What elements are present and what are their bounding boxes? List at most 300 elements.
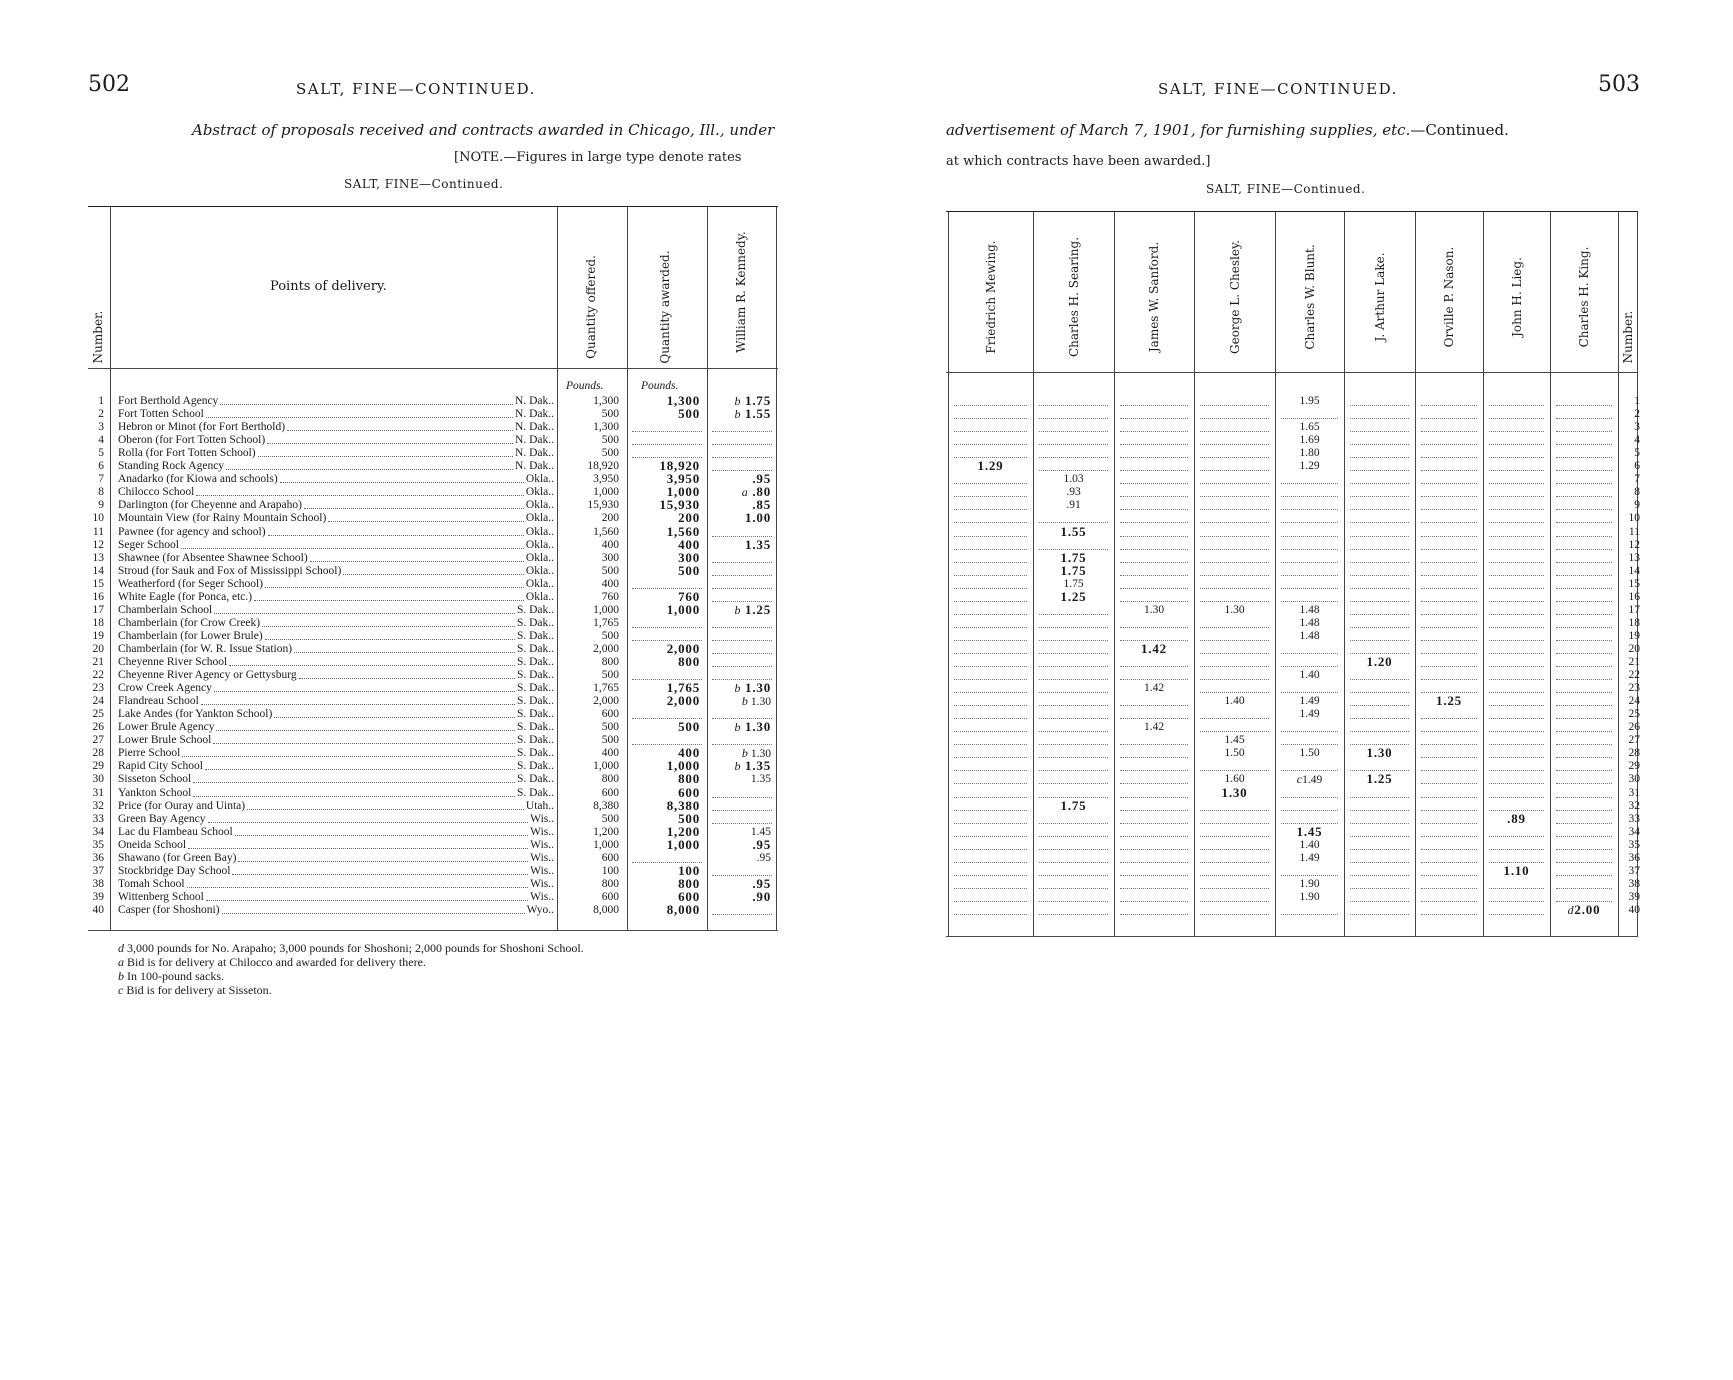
dot-leader: [214, 604, 515, 614]
delivery-point: [118, 512, 554, 525]
empty-cell-dots: [1120, 575, 1188, 576]
quantity-awarded: 1,765: [666, 680, 700, 696]
footnote-mark: a: [741, 485, 753, 500]
dot-leader: [267, 434, 513, 444]
row-number: 4: [98, 434, 104, 447]
delivery-point: [118, 617, 554, 630]
delivery-point-name: Sisseton School: [118, 773, 192, 786]
row-number: 3: [98, 421, 104, 434]
empty-cell-dots: [1039, 692, 1108, 693]
delivery-point: [118, 865, 554, 878]
delivery-state: S. Dak..: [516, 760, 554, 773]
row-number: 19: [92, 629, 104, 642]
quantity-offered: 500: [601, 434, 619, 447]
header-number: Number.: [1621, 310, 1635, 364]
empty-cell-dots: [1120, 718, 1188, 719]
left-col-divider: [557, 207, 558, 930]
bid-value: 1.55: [745, 406, 771, 422]
quantity-offered: 18,920: [587, 460, 619, 473]
row-number: 9: [1634, 499, 1640, 512]
row-number: 16: [1628, 590, 1640, 603]
quantity-awarded: 800: [678, 771, 700, 787]
quantity-awarded: 600: [678, 888, 700, 904]
empty-cell-dots: [1421, 797, 1477, 798]
empty-cell-dots: [1350, 640, 1409, 641]
empty-cell-dots: [1120, 536, 1188, 537]
delivery-point-name: Yankton School: [118, 786, 192, 799]
empty-cell-dots: [1039, 862, 1108, 863]
empty-cell-dots: [712, 457, 772, 458]
delivery-point-name: Oberon (for Fort Totten School): [118, 434, 266, 447]
dot-leader: [238, 852, 528, 862]
empty-cell-dots: [1350, 718, 1409, 719]
empty-cell-dots: [954, 744, 1027, 745]
empty-cell-dots: [1281, 509, 1338, 510]
empty-cell-dots: [712, 744, 772, 745]
empty-cell-dots: [1489, 797, 1544, 798]
quantity-awarded: 15,930: [659, 497, 700, 513]
bid-cell: 1.65: [1299, 421, 1320, 434]
bidder-header: Charles H. King.: [1577, 246, 1591, 348]
dot-leader: [188, 839, 528, 849]
empty-cell-dots: [1039, 731, 1108, 732]
bid-value: 1.30: [750, 696, 771, 709]
bid-kennedy: 1.35: [745, 536, 771, 552]
footnote: [118, 969, 224, 983]
empty-cell-dots: [1421, 679, 1477, 680]
empty-cell-dots: [1421, 770, 1477, 771]
delivery-state: Wis..: [530, 864, 554, 877]
dot-leader: [222, 904, 525, 914]
empty-cell-dots: [1489, 418, 1544, 419]
delivery-state: Okla..: [525, 577, 554, 590]
bid-value: .80: [752, 484, 771, 500]
empty-cell-dots: [1039, 705, 1108, 706]
empty-cell-dots: [1489, 509, 1544, 510]
empty-cell-dots: [1556, 810, 1612, 811]
empty-cell-dots: [1421, 457, 1477, 458]
left-caption: Abstract of proposals received and contracts awarded in Chicago, Ill., under: [192, 121, 775, 139]
empty-cell-dots: [1120, 418, 1188, 419]
delivery-point: [118, 852, 554, 865]
empty-cell-dots: [1120, 757, 1188, 758]
bid-kennedy: .95: [752, 875, 771, 891]
bid-cell: 1.49: [1299, 708, 1320, 721]
empty-cell-dots: [1350, 601, 1409, 602]
dot-leader: [265, 578, 524, 588]
empty-cell-dots: [1200, 731, 1269, 732]
empty-cell-dots: [1489, 614, 1544, 615]
empty-cell-dots: [1489, 783, 1544, 784]
bid-kennedy: [708, 759, 771, 773]
delivery-state: N. Dak..: [515, 395, 554, 407]
empty-cell-dots: [1421, 731, 1477, 732]
row-number: 20: [1628, 642, 1640, 655]
delivery-point-name: Cheyenne River Agency or Gettysburg: [118, 669, 297, 682]
empty-cell-dots: [954, 757, 1027, 758]
empty-cell-dots: [1556, 418, 1612, 419]
empty-cell-dots: [1281, 797, 1338, 798]
empty-cell-dots: [1039, 431, 1108, 432]
dot-leader: [310, 552, 524, 562]
row-number: 37: [1628, 864, 1640, 877]
dot-leader: [247, 800, 524, 810]
left-note: [NOTE.—Figures in large type denote rates: [454, 150, 742, 165]
empty-cell-dots: [1350, 483, 1409, 484]
right-col-divider: [948, 212, 949, 936]
empty-cell-dots: [1489, 496, 1544, 497]
quantity-awarded: 1,000: [666, 758, 700, 774]
header-points-of-delivery: Points of delivery.: [270, 279, 387, 294]
delivery-state: S. Dak..: [516, 786, 554, 799]
delivery-point: [118, 839, 554, 852]
row-number: 13: [1628, 551, 1640, 564]
delivery-point: [118, 552, 554, 565]
empty-cell-dots: [1200, 666, 1269, 667]
row-number: 11: [1628, 525, 1640, 538]
empty-cell-dots: [1556, 783, 1612, 784]
empty-cell-dots: [1200, 836, 1269, 837]
empty-cell-dots: [1489, 405, 1544, 406]
row-number: 28: [1628, 747, 1640, 760]
empty-cell-dots: [1556, 575, 1612, 576]
empty-cell-dots: [1556, 562, 1612, 563]
quantity-offered: 400: [601, 747, 619, 760]
left-table-top-rule: [88, 206, 778, 207]
empty-cell-dots: [1421, 849, 1477, 850]
empty-cell-dots: [1556, 836, 1612, 837]
quantity-awarded: 3,950: [666, 471, 700, 487]
bid-cell: 1.30: [1143, 603, 1165, 616]
empty-cell-dots: [1039, 405, 1108, 406]
empty-cell-dots: [1350, 810, 1409, 811]
empty-cell-dots: [1489, 601, 1544, 602]
empty-cell-dots: [1556, 405, 1612, 406]
empty-cell-dots: [1039, 666, 1108, 667]
bid-cell: 1.30: [1224, 603, 1245, 616]
footnote-text: 3,000 pounds for No. Arapaho; 3,000 pounds for Shoshoni; 2,000 pounds for Shoshoni School.: [124, 941, 584, 955]
quantity-awarded: 800: [678, 654, 700, 669]
empty-cell-dots: [1489, 666, 1544, 667]
bid-value: 1.75: [745, 393, 771, 408]
empty-cell-dots: [712, 810, 772, 811]
delivery-state: S. Dak..: [516, 773, 554, 786]
empty-cell-dots: [954, 444, 1027, 445]
empty-cell-dots: [632, 627, 702, 628]
row-number: 21: [92, 656, 104, 668]
empty-cell-dots: [632, 431, 702, 432]
empty-cell-dots: [1120, 823, 1188, 824]
delivery-point-name: Shawano (for Green Bay): [118, 851, 237, 864]
bid-cell: 1.50: [1224, 747, 1245, 760]
empty-cell-dots: [712, 914, 772, 915]
empty-cell-dots: [1421, 588, 1477, 589]
quantity-awarded: 600: [678, 784, 700, 800]
row-number: 35: [92, 838, 104, 851]
empty-cell-dots: [1489, 588, 1544, 589]
left-col-divider: [707, 207, 708, 930]
row-number: 26: [92, 721, 104, 734]
right-header-rule: [946, 372, 1638, 373]
delivery-point: [118, 434, 554, 447]
empty-cell-dots: [1556, 757, 1612, 758]
quantity-offered: 300: [601, 551, 619, 564]
empty-cell-dots: [1281, 914, 1338, 915]
empty-cell-dots: [1039, 823, 1108, 824]
empty-cell-dots: [1489, 483, 1544, 484]
empty-cell-dots: [1200, 849, 1269, 850]
bid-kennedy: .90: [752, 888, 771, 904]
delivery-point-name: Casper (for Shoshoni): [118, 903, 220, 916]
quantity-awarded: 2,000: [666, 693, 700, 709]
delivery-point-name: Stroud (for Sauk and Fox of Mississippi School): [118, 564, 342, 577]
delivery-point: [118, 891, 554, 904]
quantity-awarded: 1,000: [666, 836, 700, 852]
delivery-point: [118, 800, 554, 813]
empty-cell-dots: [1556, 522, 1612, 523]
bid-cell: 1.90: [1299, 877, 1320, 890]
empty-cell-dots: [1200, 418, 1269, 419]
empty-cell-dots: [1421, 744, 1477, 745]
row-number: 27: [1628, 734, 1640, 747]
delivery-point-name: Darlington (for Cheyenne and Arapaho): [118, 499, 302, 512]
delivery-point: [118, 526, 554, 539]
empty-cell-dots: [954, 666, 1027, 667]
quantity-offered: 600: [601, 851, 619, 864]
row-number: 33: [92, 812, 104, 825]
dot-leader: [229, 656, 515, 666]
bidder-header: Friedrich Mewing.: [983, 240, 998, 354]
empty-cell-dots: [1350, 797, 1409, 798]
delivery-state: Utah..: [525, 799, 554, 812]
footnote-mark: a: [118, 955, 124, 969]
empty-cell-dots: [1421, 536, 1477, 537]
empty-cell-dots: [1039, 718, 1108, 719]
row-number: 32: [92, 799, 104, 812]
quantity-offered: 500: [601, 812, 619, 825]
empty-cell-dots: [1556, 679, 1612, 680]
delivery-state: S. Dak..: [516, 629, 554, 642]
delivery-state: N. Dak..: [515, 460, 554, 473]
row-number: 30: [1628, 773, 1640, 786]
empty-cell-dots: [1200, 875, 1269, 876]
bid-kennedy: [708, 681, 771, 695]
quantity-offered: 500: [601, 408, 619, 421]
delivery-point-name: Crow Creek Agency: [118, 682, 212, 695]
empty-cell-dots: [1421, 718, 1477, 719]
left-table-bottom-rule: [88, 930, 778, 931]
empty-cell-dots: [1489, 770, 1544, 771]
empty-cell-dots: [1281, 731, 1338, 732]
bid-cell: 1.95: [1299, 395, 1320, 407]
quantity-awarded: 1,300: [666, 393, 700, 408]
empty-cell-dots: [1120, 444, 1188, 445]
bid-cell: 1.10: [1503, 862, 1530, 878]
quantity-offered: 1,300: [593, 395, 619, 407]
quantity-awarded: 760: [678, 588, 700, 604]
empty-cell-dots: [1281, 575, 1338, 576]
quantity-offered: 500: [601, 669, 619, 682]
delivery-point: [118, 760, 554, 773]
dot-leader: [213, 734, 515, 744]
right-col-divider: [1114, 212, 1115, 936]
empty-cell-dots: [1350, 444, 1409, 445]
empty-cell-dots: [1039, 653, 1108, 654]
header-number: Number.: [91, 310, 105, 364]
delivery-point-name: Lower Brule Agency: [118, 721, 215, 734]
dot-leader: [182, 747, 515, 757]
empty-cell-dots: [1039, 770, 1108, 771]
empty-cell-dots: [1489, 536, 1544, 537]
footnote-text: In 100-pound sacks.: [124, 969, 224, 983]
dot-leader: [232, 865, 528, 875]
dot-leader: [216, 721, 514, 731]
empty-cell-dots: [1556, 588, 1612, 589]
empty-cell-dots: [1489, 653, 1544, 654]
left-running-head: SALT, FINE—CONTINUED.: [296, 80, 536, 98]
row-number: 18: [92, 616, 104, 629]
quantity-awarded: 18,920: [659, 458, 700, 474]
dot-leader: [205, 760, 515, 770]
delivery-point: [118, 486, 554, 499]
right-col-divider: [1550, 212, 1551, 936]
footnote-mark: d: [1567, 902, 1575, 917]
bid-cell: 1.55: [1060, 523, 1087, 539]
dot-leader: [268, 526, 524, 536]
empty-cell-dots: [712, 575, 772, 576]
dot-leader: [265, 630, 515, 640]
empty-cell-dots: [1120, 509, 1188, 510]
delivery-state: S. Dak..: [516, 695, 554, 708]
row-number: 7: [1634, 473, 1640, 486]
row-number: 13: [92, 551, 104, 564]
empty-cell-dots: [1120, 496, 1188, 497]
empty-cell-dots: [1039, 849, 1108, 850]
empty-cell-dots: [1350, 588, 1409, 589]
delivery-point: [118, 421, 554, 434]
empty-cell-dots: [1120, 783, 1188, 784]
row-number: 38: [92, 877, 104, 890]
row-number: 15: [1628, 577, 1640, 590]
empty-cell-dots: [1350, 888, 1409, 889]
empty-cell-dots: [1489, 914, 1544, 915]
dot-leader: [187, 878, 529, 888]
empty-cell-dots: [1120, 549, 1188, 550]
footnote: [118, 955, 426, 969]
empty-cell-dots: [1120, 797, 1188, 798]
row-number: 30: [92, 773, 104, 786]
empty-cell-dots: [1200, 692, 1269, 693]
empty-cell-dots: [1421, 875, 1477, 876]
empty-cell-dots: [1200, 810, 1269, 811]
delivery-point-name: Chamberlain (for W. R. Issue Station): [118, 642, 293, 655]
left-col-divider: [776, 207, 777, 930]
row-number: 17: [92, 603, 104, 616]
empty-cell-dots: [712, 640, 772, 641]
unit-awarded: Pounds.: [641, 380, 679, 392]
row-number: 25: [92, 708, 104, 721]
row-number: 2: [98, 408, 104, 421]
row-number: 40: [92, 903, 104, 916]
quantity-awarded: 1,000: [666, 484, 700, 500]
empty-cell-dots: [954, 496, 1027, 497]
empty-cell-dots: [1200, 862, 1269, 863]
empty-cell-dots: [1421, 575, 1477, 576]
empty-cell-dots: [1281, 496, 1338, 497]
quantity-offered: 2,000: [593, 642, 619, 655]
row-number: 28: [92, 747, 104, 760]
delivery-point: [118, 708, 554, 721]
empty-cell-dots: [1556, 731, 1612, 732]
empty-cell-dots: [1039, 888, 1108, 889]
dot-leader: [214, 682, 515, 692]
delivery-point: [118, 787, 554, 800]
delivery-point: [118, 630, 554, 643]
row-number: 32: [1628, 799, 1640, 812]
delivery-point-name: Standing Rock Agency: [118, 460, 225, 473]
delivery-state: Okla..: [525, 538, 554, 551]
delivery-state: S. Dak..: [516, 721, 554, 734]
delivery-point: [118, 473, 554, 486]
quantity-offered: 500: [601, 447, 619, 460]
bid-kennedy: .95: [752, 471, 771, 487]
empty-cell-dots: [1039, 444, 1108, 445]
row-number: 39: [92, 890, 104, 903]
dot-leader: [294, 643, 515, 653]
bid-cell: 1.20: [1366, 654, 1393, 669]
delivery-point-name: Cheyenne River School: [118, 656, 228, 668]
bid-value: 1.30: [750, 748, 771, 761]
empty-cell-dots: [954, 601, 1027, 602]
row-number: 37: [92, 864, 104, 877]
dot-leader: [206, 891, 528, 901]
empty-cell-dots: [1120, 875, 1188, 876]
empty-cell-dots: [1421, 509, 1477, 510]
empty-cell-dots: [1421, 901, 1477, 902]
empty-cell-dots: [1350, 575, 1409, 576]
empty-cell-dots: [954, 810, 1027, 811]
quantity-awarded: 8,380: [666, 797, 700, 813]
delivery-point-name: Lac du Flambeau School: [118, 825, 233, 838]
empty-cell-dots: [1350, 875, 1409, 876]
empty-cell-dots: [1421, 549, 1477, 550]
empty-cell-dots: [1120, 522, 1188, 523]
empty-cell-dots: [954, 797, 1027, 798]
delivery-state: Okla..: [525, 551, 554, 564]
quantity-offered: 1,765: [593, 616, 619, 629]
empty-cell-dots: [1350, 914, 1409, 915]
empty-cell-dots: [1039, 640, 1108, 641]
delivery-point: [118, 695, 554, 708]
empty-cell-dots: [1489, 522, 1544, 523]
empty-cell-dots: [1281, 549, 1338, 550]
empty-cell-dots: [1489, 757, 1544, 758]
bid-cell: 1.42: [1143, 682, 1165, 695]
empty-cell-dots: [1489, 640, 1544, 641]
footnote-text: Bid is for delivery at Chilocco and awarded for delivery there.: [124, 955, 426, 969]
delivery-state: S. Dak..: [516, 734, 554, 747]
quantity-offered: 8,380: [593, 799, 619, 812]
right-col-divider: [1483, 212, 1484, 936]
quantity-offered: 100: [601, 864, 619, 877]
delivery-state: S. Dak..: [516, 616, 554, 629]
bid-cell: 1.40: [1299, 838, 1320, 851]
row-number: 17: [1628, 603, 1640, 616]
empty-cell-dots: [1489, 431, 1544, 432]
row-number: 29: [1628, 760, 1640, 773]
empty-cell-dots: [1556, 536, 1612, 537]
delivery-point-name: Fort Totten School: [118, 408, 204, 421]
